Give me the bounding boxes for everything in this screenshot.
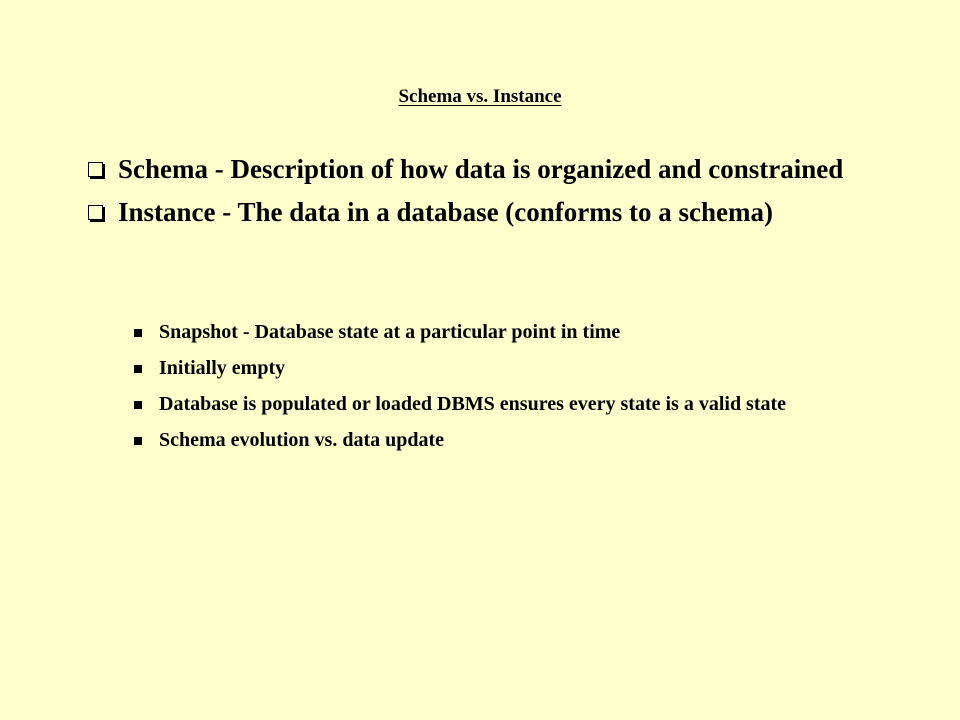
sub-bullet-text: Snapshot - Database state at a particular point in time	[159, 321, 621, 343]
hollow-square-bullet-icon	[88, 205, 103, 220]
hollow-square-bullet-icon	[88, 162, 103, 177]
bullet-item-schema	[88, 152, 918, 187]
sub-bullet-text: Initially empty	[159, 357, 286, 379]
bullet-list	[88, 152, 918, 238]
sub-bullet-item	[132, 356, 872, 381]
sub-bullet-text: Database is populated or loaded DBMS ensures every state is a valid state	[159, 393, 787, 415]
bullet-item-instance	[88, 195, 918, 230]
filled-square-bullet-icon	[134, 437, 142, 445]
filled-square-bullet-icon	[134, 365, 142, 373]
sub-bullet-item	[132, 392, 872, 417]
sub-bullet-list	[132, 320, 872, 453]
slide-title: Schema vs. Instance	[398, 86, 562, 107]
filled-square-bullet-icon	[134, 329, 142, 337]
bullet-text: Schema - Description of how data is organized and constrained	[118, 154, 844, 184]
filled-square-bullet-icon	[134, 401, 142, 409]
sub-bullet-item	[132, 320, 872, 345]
bullet-text: Instance - The data in a database (conforms to a schema)	[118, 197, 773, 227]
sub-bullet-text: Schema evolution vs. data update	[159, 429, 445, 451]
sub-bullet-item	[132, 428, 872, 453]
